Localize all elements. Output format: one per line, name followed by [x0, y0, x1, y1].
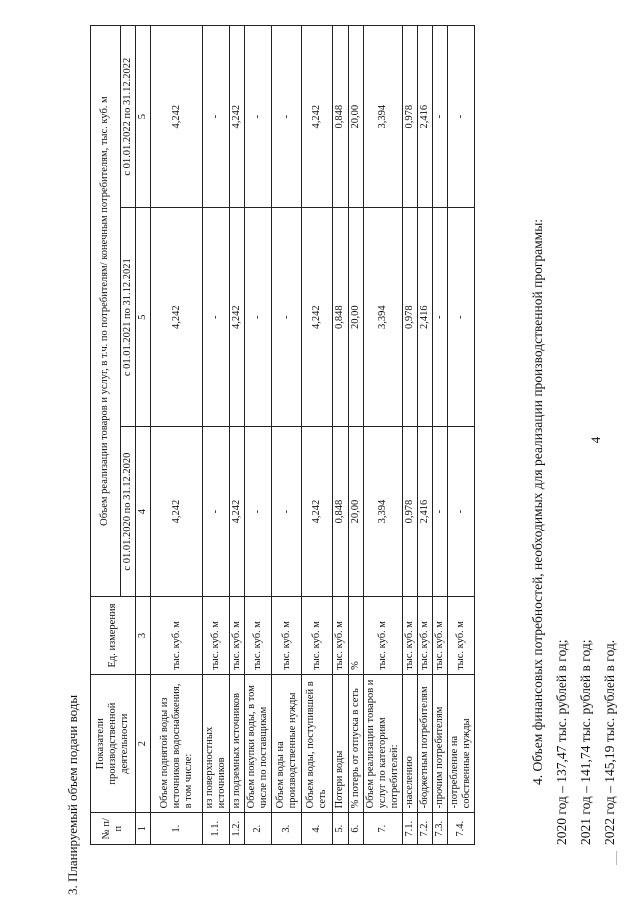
table-body — [151, 26, 475, 845]
row-value-2021: 2,416 — [417, 208, 432, 427]
row-value-2022: 0,848 — [333, 26, 348, 208]
row-indicator: -потребление на собственные нужды — [447, 674, 474, 813]
row-value-2020: - — [432, 427, 447, 597]
table-row — [348, 26, 363, 845]
row-indicator: Объем воды, поступившей в сеть — [302, 674, 333, 813]
header-unit: Ед. измерения — [91, 597, 136, 675]
row-num: 7.2. — [417, 813, 432, 845]
row-indicator: -бюджетным потребителям — [417, 674, 432, 813]
row-num: 4. — [302, 813, 333, 845]
row-num: 1.1. — [203, 813, 230, 845]
row-value-2021: 0,848 — [333, 208, 348, 427]
row-value-2020: - — [245, 427, 272, 597]
table-row — [203, 26, 230, 845]
row-value-2021: 4,242 — [151, 208, 203, 427]
row-value-2021: - — [447, 208, 474, 427]
header-num: № п/п — [91, 813, 136, 845]
col-number-2: 2 — [136, 674, 151, 813]
row-value-2021: - — [203, 208, 230, 427]
table-row — [417, 26, 432, 845]
row-indicator: Потери воды — [333, 674, 348, 813]
row-indicator: Объем воды на производственные нужды — [272, 674, 302, 813]
col-number-3: 3 — [136, 597, 151, 675]
header-period-2022: с 01.01.2022 по 31.12.2022 — [121, 26, 136, 208]
row-value-2022: - — [272, 26, 302, 208]
row-indicator: Объем реализации товаров и услуг по категориям потребителей: — [363, 674, 402, 813]
row-indicator: -населению — [402, 674, 417, 813]
row-value-2020: 3,394 — [363, 427, 402, 597]
finance-line: 2021 год – 141,74 тыс. рублей в год; — [578, 639, 593, 845]
row-value-2022: - — [245, 26, 272, 208]
finance-line: 2020 год – 137,47 тыс. рублей в год; — [554, 639, 569, 845]
col-number-1: 1 — [136, 813, 151, 845]
scan-mark — [616, 851, 617, 865]
row-num: 1. — [151, 813, 203, 845]
water-supply-table — [90, 25, 475, 845]
row-value-2020: 4,242 — [151, 427, 203, 597]
row-num: 7.4. — [447, 813, 474, 845]
page-number: 4 — [588, 436, 603, 444]
row-unit: тыс. куб. м — [230, 597, 245, 675]
row-indicator: % потерь от отпуска в сеть — [348, 674, 363, 813]
table-row — [333, 26, 348, 845]
row-value-2020: 0,978 — [402, 427, 417, 597]
row-value-2021: - — [432, 208, 447, 427]
row-indicator: Объем покупки воды, в том числе по поставщикам — [245, 674, 272, 813]
row-unit: тыс. куб. м — [203, 597, 230, 675]
row-value-2022: - — [203, 26, 230, 208]
col-number-6: 5 — [136, 26, 151, 208]
row-unit: тыс. куб. м — [245, 597, 272, 675]
row-num: 7. — [363, 813, 402, 845]
row-unit: тыс. куб. м — [417, 597, 432, 675]
table-row — [151, 26, 203, 845]
row-unit: тыс. куб. м — [302, 597, 333, 675]
row-indicator: -прочим потребителям — [432, 674, 447, 813]
row-value-2022: 4,242 — [230, 26, 245, 208]
row-value-2022: - — [432, 26, 447, 208]
row-num: 2. — [245, 813, 272, 845]
row-unit: тыс. куб. м — [363, 597, 402, 675]
row-value-2021: 3,394 — [363, 208, 402, 427]
row-num: 5. — [333, 813, 348, 845]
row-value-2022: 20,00 — [348, 26, 363, 208]
row-unit: тыс. куб. м — [432, 597, 447, 675]
row-unit: тыс. куб. м — [151, 597, 203, 675]
finance-line: 2022 год – 145,19 тыс. рублей в год. — [602, 639, 617, 845]
row-value-2020: 4,242 — [230, 427, 245, 597]
section-title: 3. Планируемый объем подачи воды — [65, 694, 80, 895]
table-row — [363, 26, 402, 845]
row-value-2021: 4,242 — [302, 208, 333, 427]
table-row — [272, 26, 302, 845]
header-period-2021: с 01.01.2021 по 31.12.2021 — [121, 208, 136, 427]
row-indicator: из подземных источников — [230, 674, 245, 813]
row-value-2022: - — [447, 26, 474, 208]
row-value-2021: 20,00 — [348, 208, 363, 427]
row-value-2020: 4,242 — [302, 427, 333, 597]
row-value-2022: 0,978 — [402, 26, 417, 208]
row-value-2020: 0,848 — [333, 427, 348, 597]
finance-section — [526, 219, 622, 845]
row-value-2020: 20,00 — [348, 427, 363, 597]
row-value-2021: 0,978 — [402, 208, 417, 427]
row-num: 7.1. — [402, 813, 417, 845]
row-num: 3. — [272, 813, 302, 845]
row-unit: тыс. куб. м — [402, 597, 417, 675]
row-value-2022: 2,416 — [417, 26, 432, 208]
finance-title: 4. Объем финансовых потребностей, необходимых для реализации производственной программы: — [530, 218, 545, 785]
row-value-2022: 3,394 — [363, 26, 402, 208]
table-row — [402, 26, 417, 845]
row-unit: тыс. куб. м — [447, 597, 474, 675]
row-unit: тыс. куб. м — [272, 597, 302, 675]
row-value-2020: - — [447, 427, 474, 597]
table-row — [432, 26, 447, 845]
row-value-2020: - — [203, 427, 230, 597]
col-number-4: 4 — [136, 427, 151, 597]
row-indicator: Объем поднятой воды из источников водоснабжения, в том числе: — [151, 674, 203, 813]
row-value-2021: - — [272, 208, 302, 427]
row-unit: тыс. куб. м — [333, 597, 348, 675]
row-value-2022: 4,242 — [151, 26, 203, 208]
row-num: 7.3. — [432, 813, 447, 845]
row-indicator: из поверхностных источников — [203, 674, 230, 813]
header-period-2020: с 01.01.2020 по 31.12.2020 — [121, 427, 136, 597]
table-row — [447, 26, 474, 845]
table-row — [230, 26, 245, 845]
row-value-2021: - — [245, 208, 272, 427]
header-volume: Объем реализации товаров и услуг, в т.ч. по потребителям/ конечным потребителям, тыс. куб. м — [91, 26, 121, 597]
row-num: 6. — [348, 813, 363, 845]
table-row — [245, 26, 272, 845]
row-value-2021: 4,242 — [230, 208, 245, 427]
row-value-2022: 4,242 — [302, 26, 333, 208]
header-indicator: Показатели производственной деятельности — [91, 674, 136, 813]
row-value-2020: - — [272, 427, 302, 597]
row-unit: % — [348, 597, 363, 675]
col-number-5: 5 — [136, 208, 151, 427]
row-value-2020: 2,416 — [417, 427, 432, 597]
table-row — [302, 26, 333, 845]
row-num: 1.2. — [230, 813, 245, 845]
